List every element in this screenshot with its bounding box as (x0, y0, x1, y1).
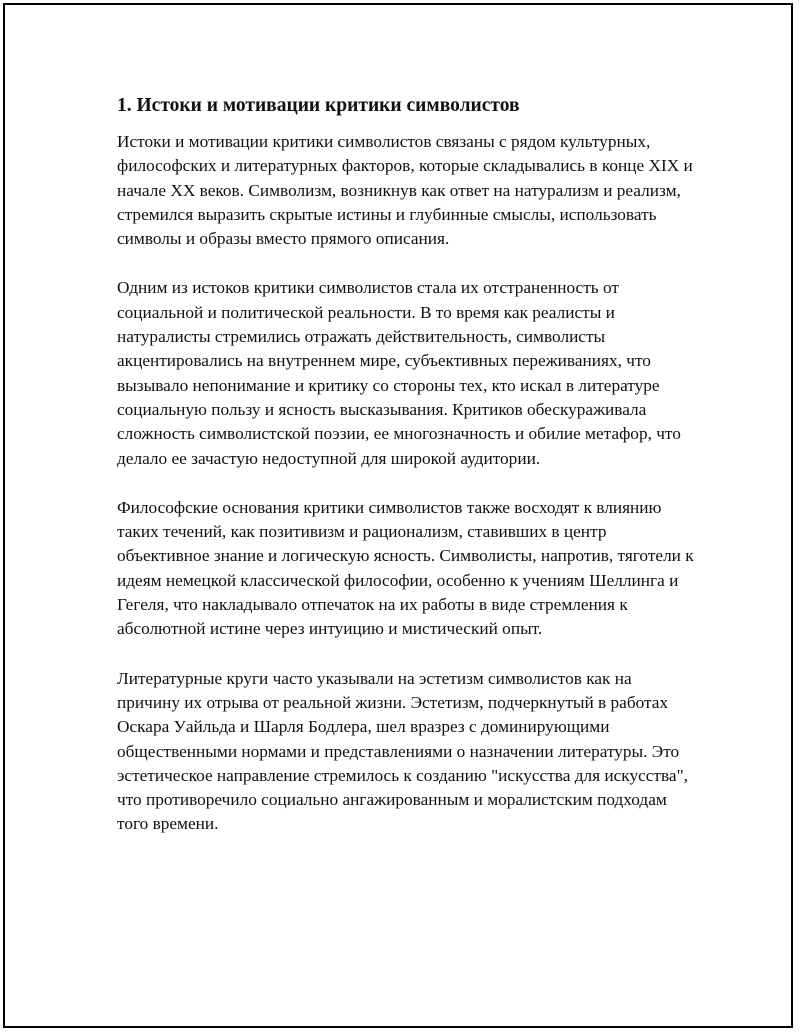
section-heading: 1. Истоки и мотивации критики символистов (117, 95, 520, 116)
paragraph-4: Литературные круги часто указывали на эстетизм символистов как на причину их отрыва от реальной жизни. Эстетизм, подчеркнутый в работах Оскара Уайльда и Шарля Бодлера, шел вразрез с доминирующими общественными нормами и представлениями о назначении литературы. Это эстетическое направление стремилось к созданию "искусства для искусства", что противоречило социально ангажированным и моралистским подходам того времени. (117, 668, 688, 834)
paragraph-1: Истоки и мотивации критики символистов связаны с рядом культурных, философских и литературных факторов, которые складывались в конце XIX и начале XX веков. Символизм, возникнув как ответ на натурализм и реализм, стремился выразить скрытые истины и глубинные смыслы, использовать символы и образы вместо прямого описания. (117, 132, 693, 249)
document-body (117, 94, 697, 862)
paragraph-2: Одним из истоков критики символистов стала их отстраненность от социальной и политической реальности. В то время как реалисты и натуралисты стремились отражать действительность, символисты акцентировались на внутреннем мире, субъективных переживаниях, что вызывало непонимание и критику со стороны тех, кто искал в литературе социальную пользу и ясность высказывания. Критиков обескураживала сложность символистской поэзии, ее многозначность и обилие метафор, что делало ее зачастую недоступной для широкой аудитории. (117, 278, 681, 468)
paragraph-3: Философские основания критики символистов также восходят к влиянию таких течений, как позитивизм и рационализм, ставивших в центр объективное знание и логическую ясность. Символисты, напротив, тяготели к идеям немецкой классической философии, особенно к учениям Шеллинга и Гегеля, что накладывало отпечаток на их работы в виде стремления к абсолютной истине через интуицию и мистический опыт. (117, 497, 694, 639)
